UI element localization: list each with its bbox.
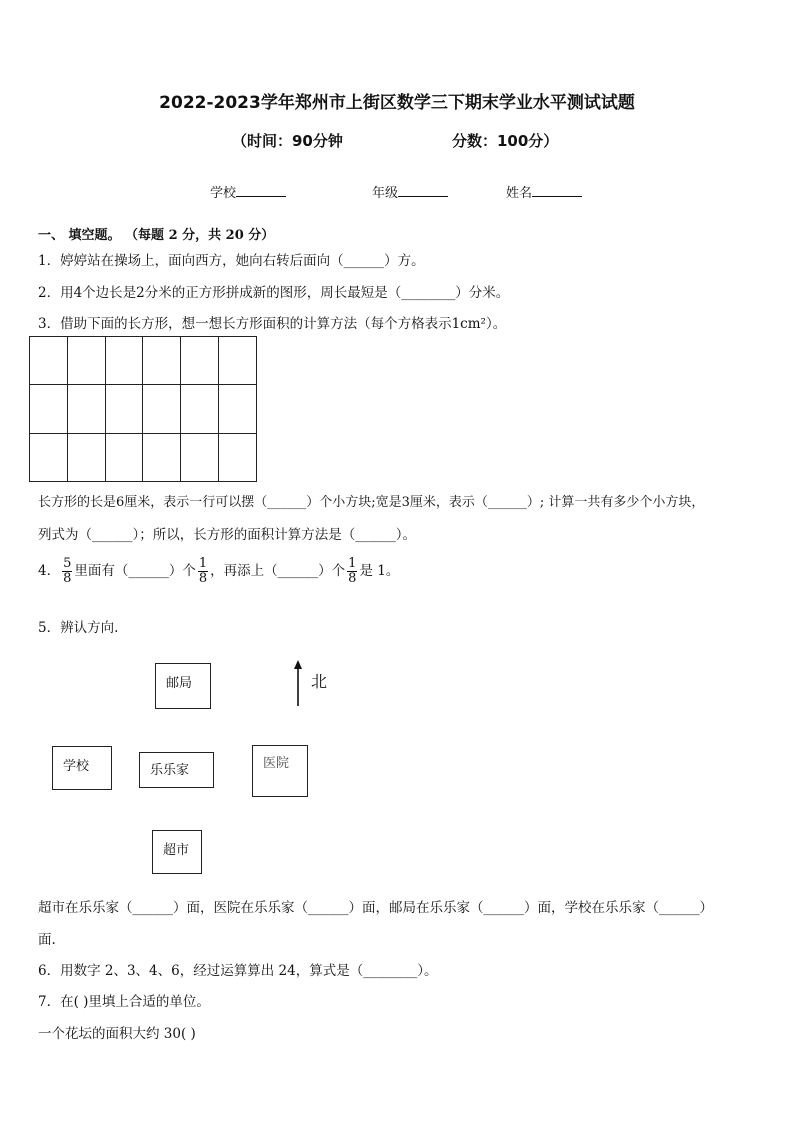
section-heading: 一、 填空题。 （每题 2 分，共 20 分） (38, 228, 275, 243)
name-field (506, 182, 582, 201)
post-office-box (155, 663, 211, 709)
frac2-num: 1 (198, 556, 208, 571)
supermarket-box (152, 830, 202, 874)
score-label: 分数：100分） (452, 132, 559, 150)
rectangle-grid (29, 336, 257, 482)
grade-field (372, 182, 448, 201)
hospital-label: 医院 (263, 756, 290, 771)
question-5-line-1: 超市在乐乐家（______）面，医院在乐乐家（______）面，邮局在乐乐家（______）面，学校在乐乐家（______） (38, 900, 713, 916)
school-label: 学校 (210, 186, 237, 201)
grade-label: 年级 (372, 186, 399, 201)
question-6: 6．用数字 2、3、4、6，经过运算算出 24，算式是（________）。 (38, 963, 438, 979)
hospital-box (252, 745, 308, 797)
school-blank (236, 184, 286, 197)
frac3-den: 8 (348, 571, 357, 586)
north-arrow-icon (290, 660, 306, 708)
frac1-num: 5 (63, 556, 72, 571)
frac3-num: 1 (348, 556, 357, 571)
question-5-line-2: 面. (38, 932, 56, 948)
school-field (210, 182, 286, 201)
home-label: 乐乐家 (150, 763, 190, 778)
question-3-line-1: 长方形的长是6厘米，表示一行可以摆（______）个小方块;宽是3厘米，表示（______）; 计算一共有多少个小方块， (38, 495, 705, 510)
question-5: 5．辨认方向. (38, 620, 119, 636)
post-office-label: 邮局 (166, 676, 193, 691)
question-3-line-2: 列式为（______）；所以，长方形的面积计算方法是（______）。 (38, 527, 416, 543)
fraction-1-8-b (347, 557, 357, 586)
name-blank (532, 184, 582, 197)
q4-mid2: ，再添上（______）个 (210, 563, 346, 579)
grade-blank (398, 184, 448, 197)
q4-prefix: 4． (38, 563, 61, 579)
school-map-label: 学校 (63, 759, 90, 774)
frac2-den: 8 (198, 571, 208, 586)
question-7-sub: 一个花坛的面积大约 30( ) (38, 1026, 196, 1042)
time-label: （时间：90分钟 (232, 132, 343, 150)
question-4 (38, 557, 399, 586)
question-3: 3．借助下面的长方形，想一想长方形面积的计算方法（每个方格表示1cm²）。 (38, 316, 507, 332)
question-2: 2．用4个边长是2分米的正方形拼成新的图形，周长最短是（________）分米。 (38, 285, 510, 301)
q4-mid1: 里面有（______）个 (74, 563, 196, 579)
question-7: 7．在( )里填上合适的单位。 (38, 994, 210, 1010)
frac1-den: 8 (63, 571, 72, 586)
q4-suffix: 是 1。 (359, 563, 400, 579)
fraction-5-8 (62, 557, 72, 586)
school-box (52, 746, 112, 790)
fraction-1-8-a (198, 557, 208, 586)
name-label: 姓名 (506, 186, 533, 201)
home-box (139, 752, 214, 788)
page-title: 2022-2023学年郑州市上街区数学三下期末学业水平测试试题 (159, 93, 635, 113)
question-1: 1．婷婷站在操场上，面向西方，她向右转后面向（______）方。 (38, 253, 425, 269)
supermarket-label: 超市 (163, 843, 190, 858)
north-label: 北 (311, 672, 328, 691)
